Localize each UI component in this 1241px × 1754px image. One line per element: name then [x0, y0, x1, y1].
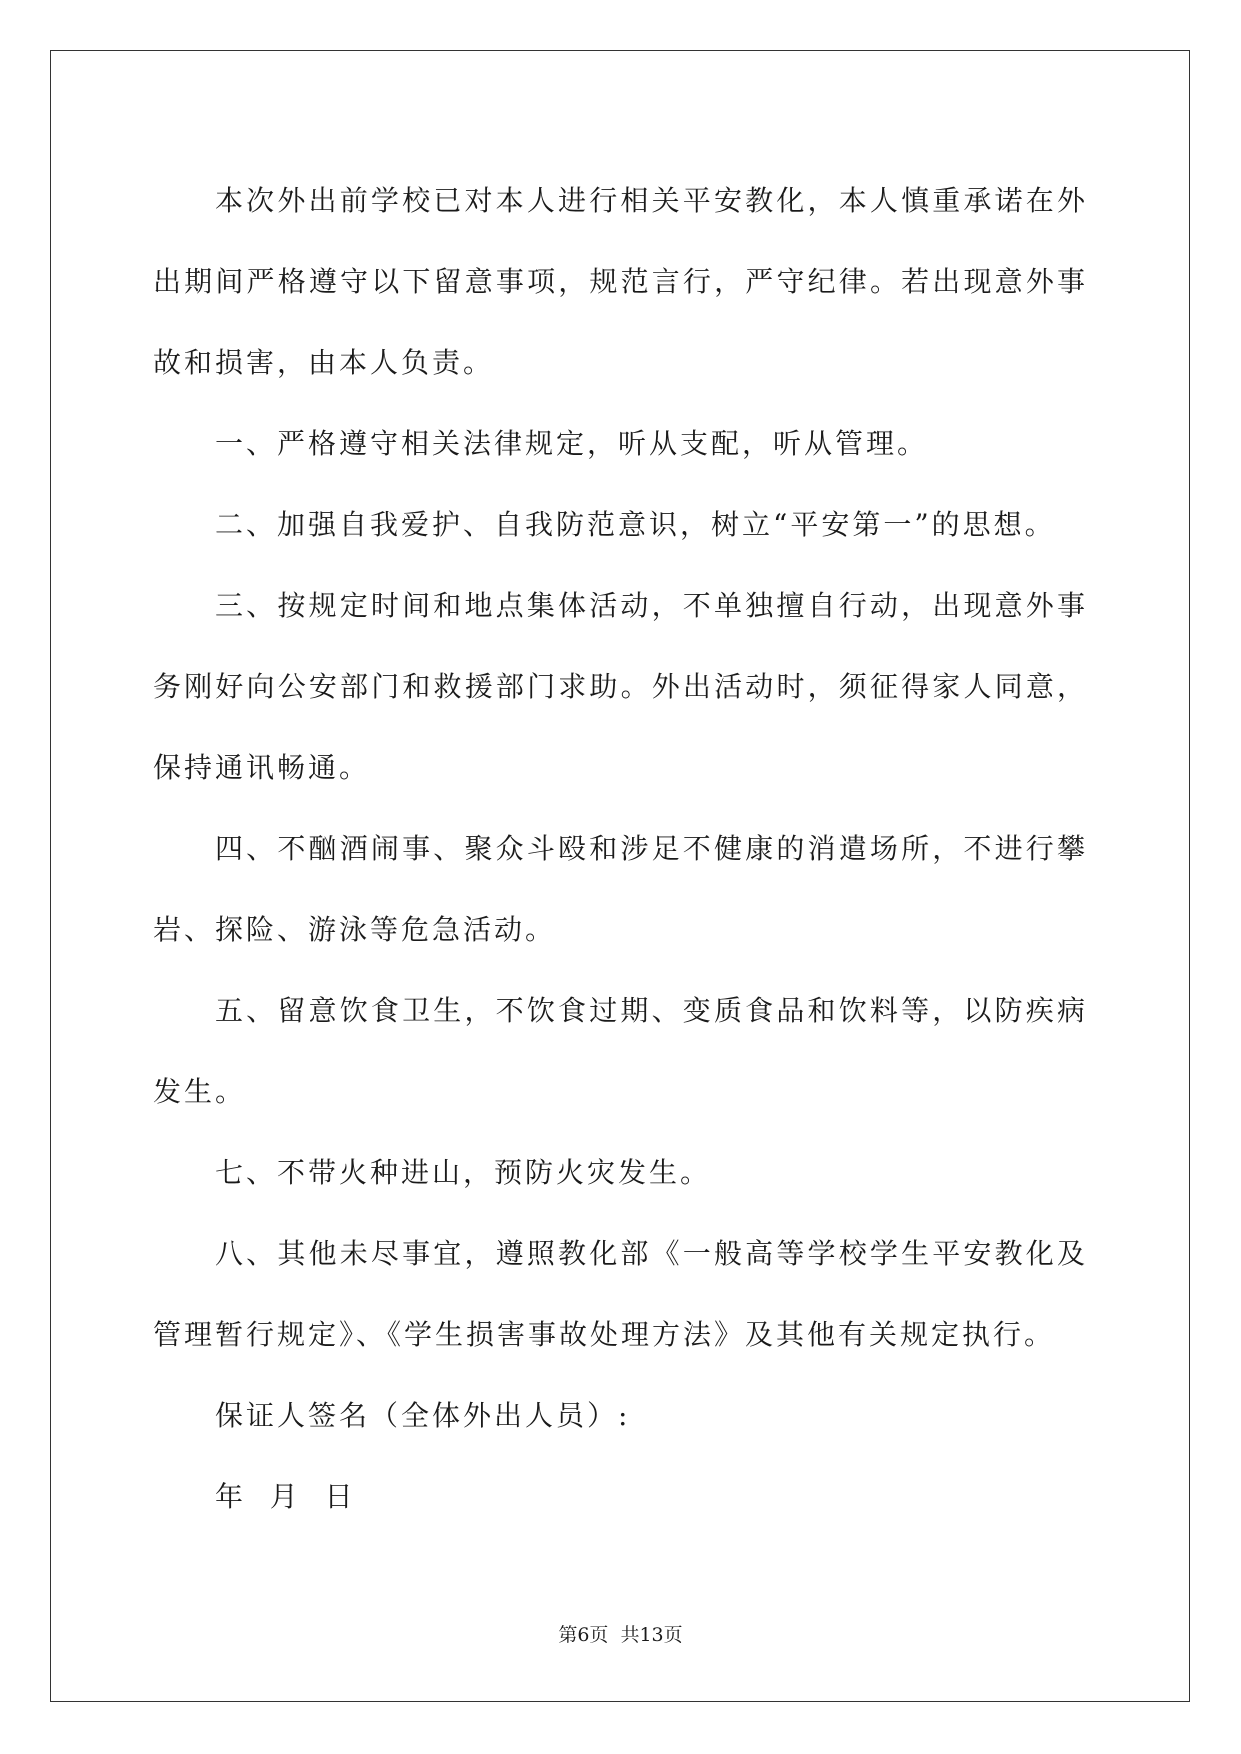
date-line: 年 月 日	[215, 1480, 356, 1513]
signature-line: 保证人签名（全体外出人员）:	[215, 1399, 631, 1432]
paragraph-intro: 本次外出前学校已对本人进行相关平安教化，本人慎重承诺在外出期间严格遵守以下留意事项，规范言行，严守纪律。若出现意外事故和损害，由本人负责。	[153, 184, 1088, 379]
page-number: 第6页	[558, 1624, 609, 1646]
document-body	[153, 160, 1088, 1537]
paragraph-item-4: 四、不酗酒闹事、聚众斗殴和涉足不健康的消遣场所，不进行攀岩、探险、游泳等危急活动。	[153, 832, 1088, 946]
paragraph-item-1: 一、严格遵守相关法律规定，听从支配，听从管理。	[215, 427, 929, 460]
paragraph-item-8: 八、其他未尽事宜，遵照教化部《一般高等学校学生平安教化及管理暂行规定》、《学生损害事故处理方法》及其他有关规定执行。	[153, 1237, 1088, 1351]
paragraph-item-2: 二、加强自我爱护、自我防范意识，树立“平安第一”的思想。	[215, 508, 1056, 541]
paragraph-item-3: 三、按规定时间和地点集体活动，不单独擅自行动，出现意外事务刚好向公安部门和救援部门求助。外出活动时，须征得家人同意，保持通讯畅通。	[153, 589, 1088, 784]
paragraph-item-7: 七、不带火种进山，预防火灾发生。	[215, 1156, 712, 1189]
paragraph-item-5: 五、留意饮食卫生，不饮食过期、变质食品和饮料等，以防疾病发生。	[153, 994, 1088, 1108]
page-total: 共13页	[620, 1624, 683, 1646]
page-footer	[0, 1620, 1241, 1647]
